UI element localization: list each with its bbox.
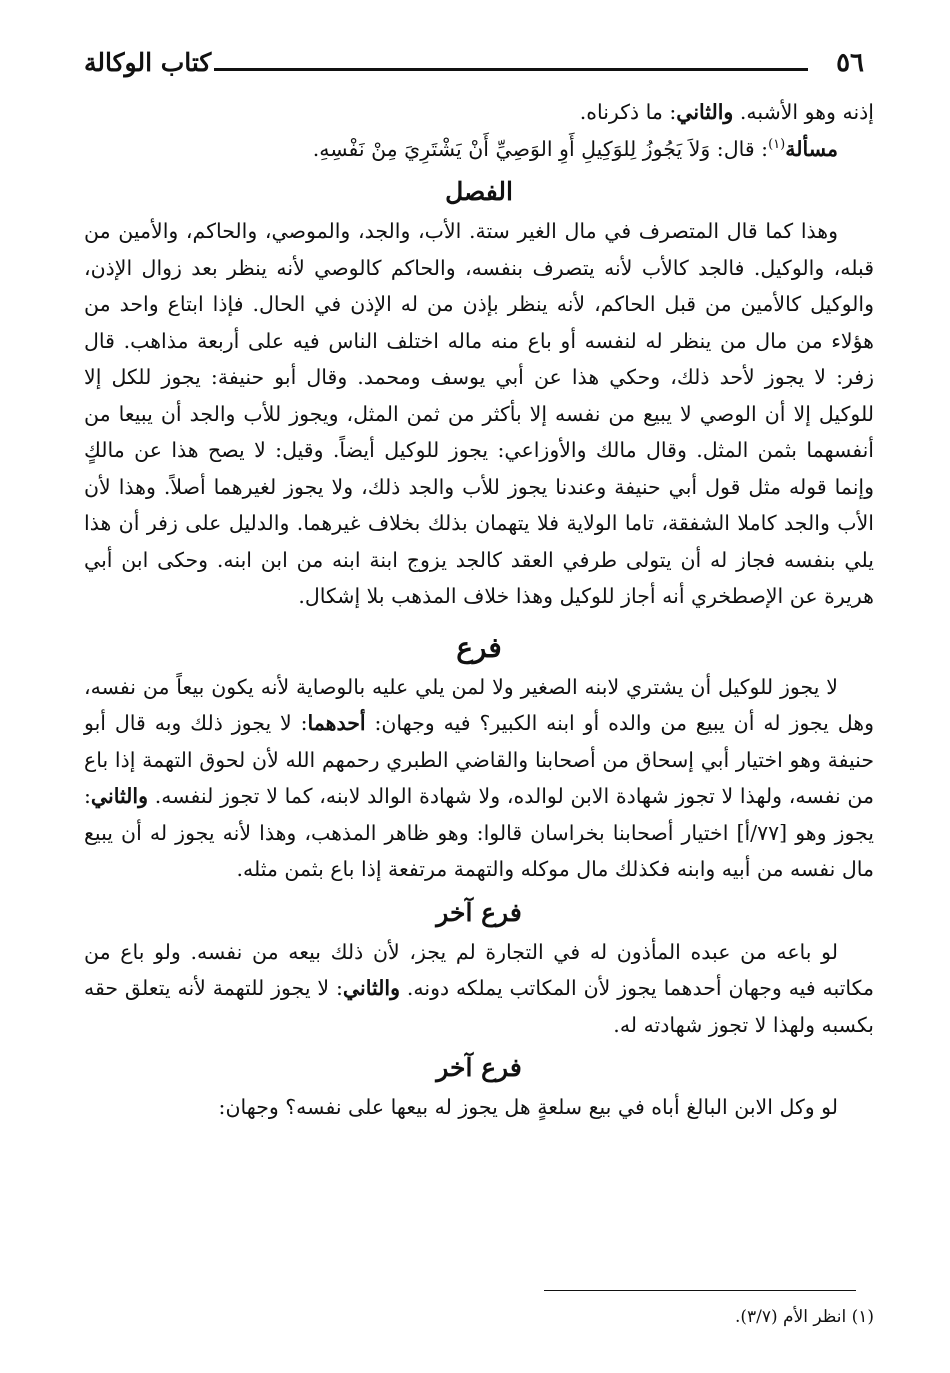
far-text-b: : لا يجوز ذلك وبه قال أبو حنيفة وهو اختيار أبي إسحاق من أصحابنا والقاضي الطبري رحمهم الله لأن لحوق التهمة إذا باع من نفسه، ولهذا لا تجوز شهادة الابن لوالده، ولا شهادة الوالد لابنه، كما لا تجوز لنفسه. xyxy=(84,711,874,808)
far-text-c: : يجوز وهو [٧٧/أ] اختيار أصحابنا بخراسان قالوا: وهو ظاهر المذهب، وهذا لأنه يجوز له أن يبيع مال نفسه من أبيه وابنه فكذلك مال موكله والتهمة مرتفعة إذا باع بثمن مثله. xyxy=(84,784,874,881)
book-title: كتاب الوكالة xyxy=(84,48,212,77)
far-akhar-1-text-b: : لا يجوز للتهمة لأنه يتعلق حقه بكسبه ولهذا لا تجوز شهادته له. xyxy=(84,976,874,1037)
far-akhar-2-paragraph: لو وكل الابن البالغ أباه في بيع سلعةٍ هل يجوز له بيعها على نفسه؟ وجهان: xyxy=(218,1095,838,1119)
footnote-rule xyxy=(544,1290,856,1291)
opening-bold-term: والثاني xyxy=(676,100,734,124)
footnote: (١) انظر الأم (٣/٧). xyxy=(734,1307,874,1327)
opening-line xyxy=(84,94,874,131)
opening-rest: : ما ذكرناه. xyxy=(579,100,677,124)
page-number: ٥٦ xyxy=(836,48,864,78)
masala-label: مسألة xyxy=(785,136,838,161)
far-bold-first: أحدهما xyxy=(307,711,366,735)
far-bold-second: والثاني xyxy=(90,784,148,808)
header-rule xyxy=(214,68,808,71)
section-heading-far: فرع xyxy=(456,630,502,664)
fasl-paragraph: وهذا كما قال المتصرف في مال الغير ستة. الأب، والجد، والموصي، والحاكم، والأمين من قبله، والوكيل. فالجد كالأب لأنه يتصرف بنفسه، والحاكم كالوصي لأنه ينظر بعد زوال الإذن، والوكيل كالأمين من قبل الحاكم، لأنه ينظر بإذن من له الإذن في الحال. فإذا ابتاع واحد من هؤلاء من مال من ينظر له لنفسه أو باع منه ماله اختلف الناس فيه على أربعة مذاهب. قال زفر: لا يجوز لأحد ذلك، وحكي هذا عن أبي يوسف ومحمد. وقال أبو حنيفة: يجوز للكل إلا للوكيل إلا أن الوصي لا يبيع من نفسه إلا بأكثر من ثمن المثل، ويجوز للأب والجد أن يبيعا من أنفسهما بثمن المثل. وقال مالك والأوزاعي: يجوز للوكيل أيضاً. وقيل: لا يصح هذا عن مالكٍ وإنما قوله مثل قول أبي حنيفة وعندنا يجوز للأب والجد ذلك، ولا يجوز لغيرهما أصلاً. وهذا لأن الأب والجد كاملا الشفقة، تاما الولاية فلا يتهمان بذلك بخلاف غيرهما. والدليل على زفر أن هذا يلي بنفسه فجاز له أن يتولى طرفي العقد كالجد يزوج ابنة ابنه من ابن ابنه. وحكى ابن أبي هريرة عن الإصطخري أنه أجاز للوكيل وهذا خلاف المذهب بلا إشكال. xyxy=(84,219,874,608)
far-paragraph xyxy=(84,669,874,888)
far-akhar-1-text-a: لو باعه من عبده المأذون له في التجارة لم يجز، لأن ذلك بيعه من نفسه. ولو باع من مكاتبه فيه وجهان أحدهما يجوز لأن المكاتب يملكه دونه. xyxy=(84,939,874,1000)
section-heading-fasl: الفصل xyxy=(445,177,513,206)
opening-text: إذنه وهو الأشبه. xyxy=(739,100,874,124)
masala-text: : قال: وَلاَ يَجُوزُ لِلوَكِيلِ أَوِ الوَصِيِّ أَنْ يَشْتَرِيَ مِنْ نَفْسِهِ. xyxy=(312,136,769,161)
page-header xyxy=(84,44,874,92)
masala-line xyxy=(84,131,874,168)
section-heading-far-akhar-1: فرع آخر xyxy=(436,897,522,927)
far-text-a: لا يجوز للوكيل أن يشتري لابنه الصغير ولا لمن يلي عليه بالوصاية لأنه يكون بيعاً من نفسه، وهل يجوز له أن يبيع من والده أو ابنه الكبير؟ فيه وجهان: xyxy=(84,674,874,735)
far-akhar-1-paragraph xyxy=(84,934,874,1044)
page-body xyxy=(84,94,874,1126)
footnote-reference: (١) xyxy=(768,136,786,152)
section-heading-far-akhar-2: فرع آخر xyxy=(436,1053,522,1082)
far-akhar-1-bold: والثاني xyxy=(342,976,400,1000)
